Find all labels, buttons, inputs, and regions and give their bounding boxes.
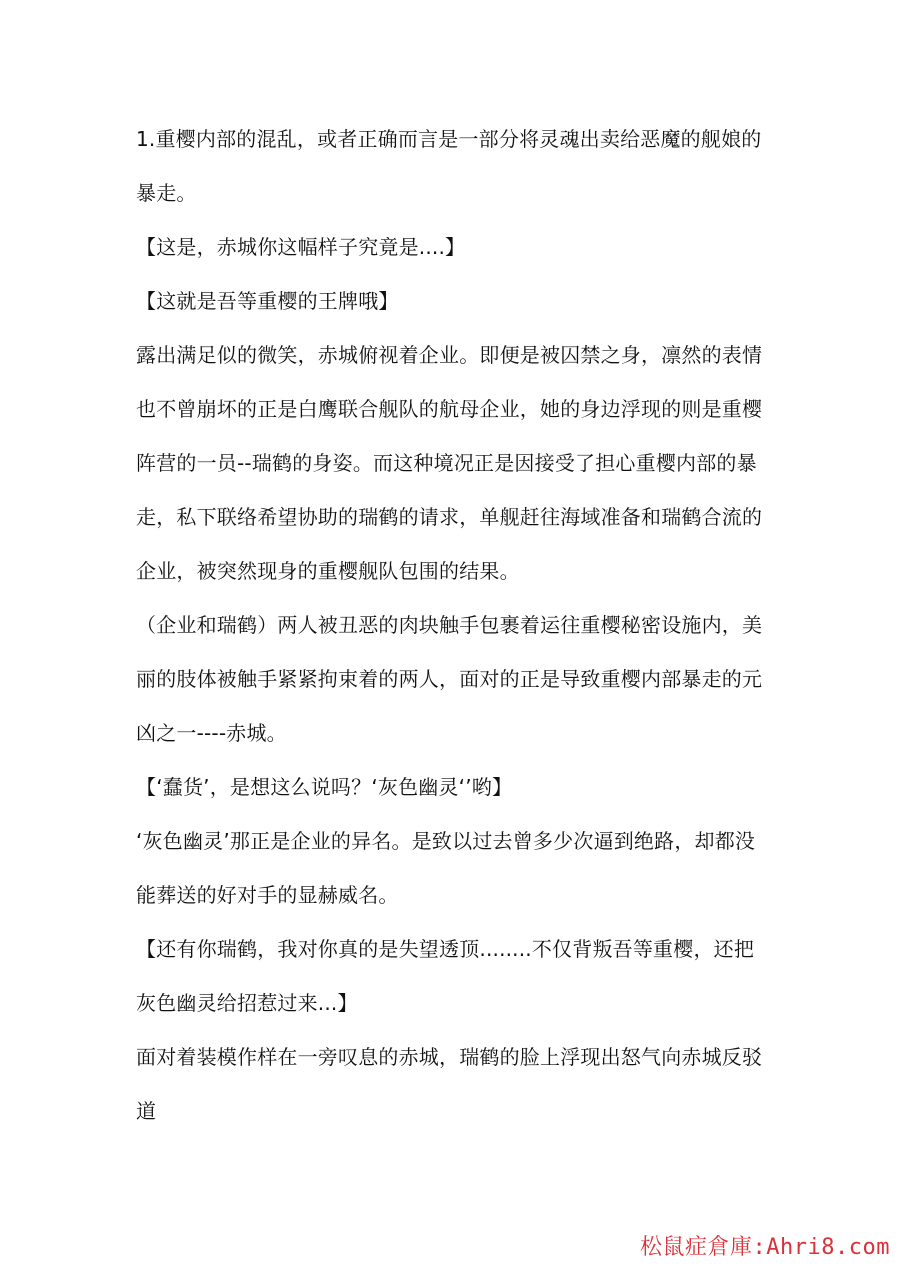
document-body — [136, 112, 770, 1138]
site-watermark: 松鼠症倉庫:Ahri8.com — [640, 1235, 890, 1260]
narration-paragraph: ‘灰色幽灵’那正是企业的异名。是致以过去曾多少次逼到绝路，却都没能葬送的好对手的显赫威名。 — [136, 829, 756, 907]
dialogue-line: 【这是，赤城你这幅样子究竟是....】 — [136, 235, 466, 259]
narration-paragraph: （企业和瑞鹤）两人被丑恶的肉块触手包裹着运往重樱秘密设施内，美丽的肢体被触手紧紧拘束着的两人，面对的正是导致重樱内部暴走的元凶之一----赤城。 — [136, 613, 763, 745]
narration-paragraph: 露出满足似的微笑，赤城俯视着企业。即便是被囚禁之身，凛然的表情也不曾崩坏的正是白鹰联合舰队的航母企业，她的身边浮现的则是重樱阵营的一员--瑞鹤的身姿。而这种境况正是因接受了担心重樱内部的暴走，私下联络希望协助的瑞鹤的请求，单舰赶往海域准备和瑞鹤合流的企业，被突然现身的重樱舰队包围的结果。 — [136, 343, 763, 583]
paragraph-intro: 1.重樱内部的混乱，或者正确而言是一部分将灵魂出卖给恶魔的舰娘的暴走。 — [136, 127, 762, 205]
narration-paragraph: 面对着装模作样在一旁叹息的赤城，瑞鹤的脸上浮现出怒气向赤城反驳道 — [136, 1045, 763, 1123]
dialogue-line: 【这就是吾等重樱的王牌哦】 — [136, 289, 399, 313]
dialogue-line: 【还有你瑞鹤，我对你真的是失望透顶........不仅背叛吾等重樱，还把灰色幽灵给招惹过来...】 — [136, 937, 755, 1015]
dialogue-line: 【‘蠢货’，是想这么说吗？‘灰色幽灵‘’哟】 — [136, 775, 513, 799]
